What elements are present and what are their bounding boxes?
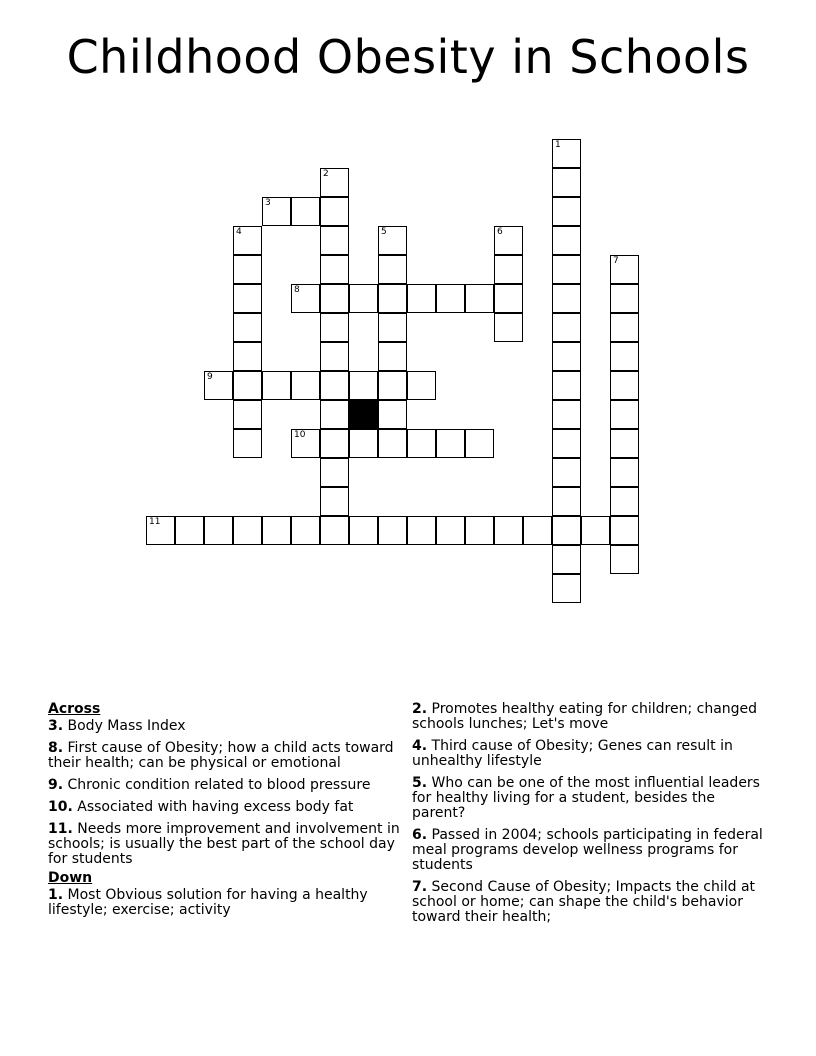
grid-cell[interactable] [610, 313, 639, 342]
grid-cell[interactable] [552, 284, 581, 313]
grid-cell[interactable] [552, 313, 581, 342]
clue-number: 5. [412, 775, 428, 791]
cell-number: 2 [323, 169, 329, 179]
clue-number: 1. [48, 887, 64, 903]
grid-cell[interactable] [262, 516, 291, 545]
clue-down-5 [412, 776, 772, 821]
grid-cell[interactable] [494, 516, 523, 545]
grid-cell[interactable] [175, 516, 204, 545]
grid-cell[interactable] [233, 516, 262, 545]
grid-cell[interactable] [233, 400, 262, 429]
grid-cell[interactable] [320, 516, 349, 545]
clue-number: 6. [412, 827, 428, 843]
grid-cell[interactable] [552, 255, 581, 284]
grid-cell[interactable] [320, 313, 349, 342]
clue-down-6 [412, 828, 772, 873]
clue-across-11 [48, 822, 404, 867]
across-heading: Across [48, 701, 101, 717]
grid-cell[interactable] [233, 284, 262, 313]
clue-down-7 [412, 880, 772, 925]
grid-cell[interactable] [349, 516, 378, 545]
page-title: Childhood Obesity in Schools [66, 30, 750, 84]
black-square [349, 400, 378, 429]
grid-cell[interactable] [610, 371, 639, 400]
clue-down-1 [48, 888, 404, 918]
clue-text: Promotes healthy eating for children; changed schools lunches; Let's move [412, 701, 758, 732]
grid-cell[interactable] [552, 429, 581, 458]
grid-cell[interactable] [233, 429, 262, 458]
grid-cell[interactable] [320, 429, 349, 458]
grid-cell[interactable] [465, 429, 494, 458]
grid-cell[interactable] [349, 429, 378, 458]
grid-cell[interactable] [349, 284, 378, 313]
cell-number: 4 [236, 227, 242, 237]
grid-cell[interactable] [436, 284, 465, 313]
clue-number: 2. [412, 701, 428, 717]
grid-cell[interactable] [291, 429, 320, 458]
grid-cell[interactable] [204, 371, 233, 400]
grid-cell[interactable] [291, 516, 320, 545]
grid-cell[interactable] [320, 284, 349, 313]
grid-cell[interactable] [233, 342, 262, 371]
grid-cell[interactable] [552, 458, 581, 487]
clue-number: 3. [48, 718, 64, 734]
grid-cell[interactable] [378, 400, 407, 429]
grid-cell[interactable] [407, 516, 436, 545]
cell-number: 8 [294, 285, 300, 295]
grid-cell[interactable] [378, 313, 407, 342]
grid-cell[interactable] [320, 400, 349, 429]
clue-across-3 [48, 719, 404, 734]
cell-number: 3 [265, 198, 271, 208]
grid-cell[interactable] [378, 255, 407, 284]
clues-left-column [48, 702, 404, 925]
grid-cell[interactable] [146, 516, 175, 545]
clue-text: Most Obvious solution for having a healthy lifestyle; exercise; activity [48, 887, 368, 918]
grid-cell[interactable] [233, 371, 262, 400]
clue-number: 10. [48, 799, 73, 815]
grid-cell[interactable] [320, 226, 349, 255]
clue-text: Associated with having excess body fat [77, 799, 354, 815]
grid-cell[interactable] [407, 284, 436, 313]
grid-cell[interactable] [233, 313, 262, 342]
grid-cell[interactable] [494, 313, 523, 342]
grid-cell[interactable] [378, 226, 407, 255]
grid-cell[interactable] [204, 516, 233, 545]
down-heading: Down [48, 870, 93, 886]
grid-cell[interactable] [233, 255, 262, 284]
clue-across-8 [48, 741, 404, 771]
grid-cell[interactable] [291, 284, 320, 313]
grid-cell[interactable] [320, 487, 349, 516]
clue-number: 7. [412, 879, 428, 895]
grid-cell[interactable] [320, 458, 349, 487]
grid-cell[interactable] [465, 284, 494, 313]
cell-number: 1 [555, 140, 561, 150]
clue-text: Chronic condition related to blood pressure [67, 777, 371, 793]
grid-cell[interactable] [378, 342, 407, 371]
grid-cell[interactable] [610, 487, 639, 516]
grid-cell[interactable] [610, 429, 639, 458]
clue-number: 4. [412, 738, 428, 754]
grid-cell[interactable] [436, 516, 465, 545]
clue-text: Who can be one of the most influential leaders for healthy living for a student, besides the parent? [412, 775, 760, 821]
cell-number: 7 [613, 256, 619, 266]
grid-cell[interactable] [320, 371, 349, 400]
grid-cell[interactable] [610, 458, 639, 487]
grid-cell[interactable] [407, 371, 436, 400]
grid-cell[interactable] [552, 168, 581, 197]
grid-cell[interactable] [610, 400, 639, 429]
clue-text: Second Cause of Obesity; Impacts the child at school or home; can shape the child's behavior toward their health; [412, 879, 756, 925]
grid-cell[interactable] [552, 487, 581, 516]
grid-cell[interactable] [552, 226, 581, 255]
clue-text: Third cause of Obesity; Genes can result in unhealthy lifestyle [412, 738, 733, 769]
clue-number: 9. [48, 777, 64, 793]
clue-across-10 [48, 800, 404, 815]
grid-cell[interactable] [494, 255, 523, 284]
grid-cell[interactable] [349, 371, 378, 400]
cell-number: 5 [381, 227, 387, 237]
grid-cell[interactable] [320, 342, 349, 371]
grid-cell[interactable] [378, 516, 407, 545]
grid-cell[interactable] [262, 371, 291, 400]
cell-number: 6 [497, 227, 503, 237]
grid-cell[interactable] [378, 284, 407, 313]
grid-cell[interactable] [407, 429, 436, 458]
clue-down-4 [412, 739, 772, 769]
grid-cell[interactable] [378, 429, 407, 458]
grid-cell[interactable] [552, 197, 581, 226]
clue-down-2 [412, 702, 772, 732]
grid-cell[interactable] [291, 197, 320, 226]
grid-cell[interactable] [610, 516, 639, 545]
grid-cell[interactable] [552, 545, 581, 574]
grid-cell[interactable] [262, 197, 291, 226]
grid-cell[interactable] [552, 400, 581, 429]
grid-cell[interactable] [610, 545, 639, 574]
grid-cell[interactable] [581, 516, 610, 545]
grid-cell[interactable] [320, 255, 349, 284]
grid-cell[interactable] [291, 371, 320, 400]
grid-cell[interactable] [494, 226, 523, 255]
grid-cell[interactable] [494, 284, 523, 313]
clue-number: 11. [48, 821, 73, 837]
grid-cell[interactable] [552, 371, 581, 400]
clues-right-column [412, 702, 772, 932]
grid-cell[interactable] [610, 255, 639, 284]
grid-cell[interactable] [610, 284, 639, 313]
grid-cell[interactable] [552, 139, 581, 168]
grid-cell[interactable] [233, 226, 262, 255]
cell-number: 11 [149, 517, 161, 527]
cell-number: 9 [207, 372, 213, 382]
grid-cell[interactable] [436, 429, 465, 458]
clue-number: 8. [48, 740, 64, 756]
grid-cell[interactable] [320, 168, 349, 197]
clue-text: Needs more improvement and involvement in schools; is usually the best part of the school day for students [48, 821, 400, 867]
clue-text: Body Mass Index [67, 718, 186, 734]
grid-cell[interactable] [378, 371, 407, 400]
grid-cell[interactable] [552, 342, 581, 371]
clue-text: Passed in 2004; schools participating in federal meal programs develop wellness programs for students [412, 827, 763, 873]
grid-cell[interactable] [552, 516, 581, 545]
grid-cell[interactable] [320, 197, 349, 226]
clue-text: First cause of Obesity; how a child acts toward their health; can be physical or emotional [48, 740, 394, 771]
grid-cell[interactable] [465, 516, 494, 545]
clue-across-9 [48, 778, 404, 793]
grid-cell[interactable] [523, 516, 552, 545]
cell-number: 10 [294, 430, 306, 440]
grid-cell[interactable] [552, 574, 581, 603]
grid-cell[interactable] [610, 342, 639, 371]
